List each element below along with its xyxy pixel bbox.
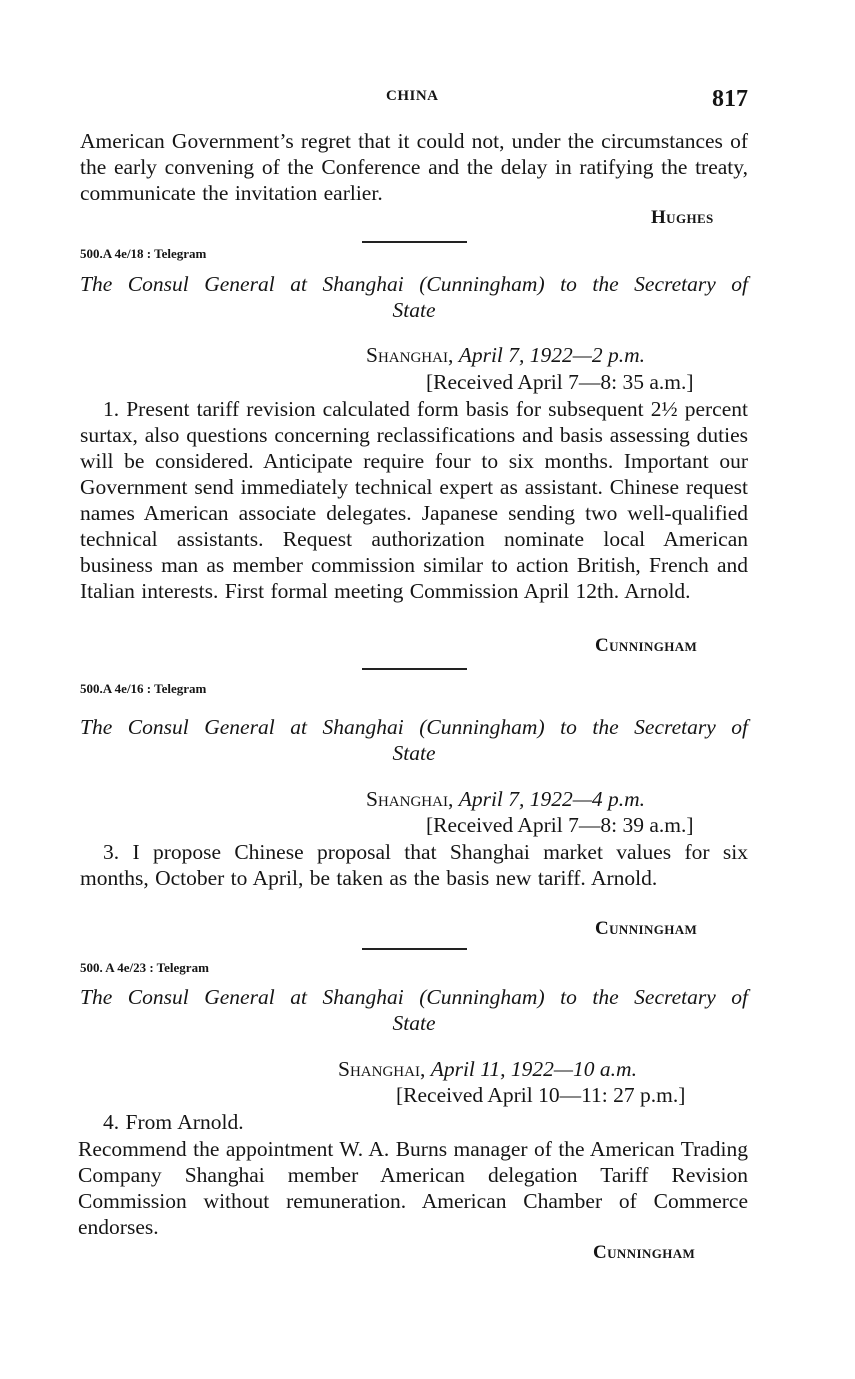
dateline — [366, 343, 645, 368]
running-head: CHINA — [386, 88, 439, 104]
section-divider — [362, 241, 467, 243]
file-reference: 500. A 4e/23 : Telegram — [80, 960, 209, 975]
received-note: [Received April 7—8: 39 a.m.] — [426, 813, 694, 837]
heading-line: State — [392, 1011, 436, 1035]
dateline — [366, 787, 645, 812]
telegram-heading — [80, 714, 748, 766]
dateline-date: April 7, 1922—2 p.m. — [458, 343, 646, 367]
signature-cunningham: Cunningham — [593, 1242, 696, 1263]
dateline — [338, 1057, 637, 1082]
file-reference: 500.A 4e/18 : Telegram — [80, 246, 207, 261]
received-note: [Received April 10—11: 27 p.m.] — [396, 1083, 686, 1107]
heading-line: State — [392, 298, 436, 322]
section-divider — [362, 948, 467, 950]
dateline-place: Shanghai, — [366, 787, 454, 811]
intro-paragraph: American Government’s regret that it could not, under the circumstances of the early convening of the Conference and the delay in ratifying the treaty, communicate the invitation earlier. — [80, 129, 748, 205]
heading-line: The Consul General at Shanghai (Cunningham) to the Secretary of — [80, 715, 748, 739]
telegram-body: 3. I propose Chinese proposal that Shanghai market values for six months, October to April, be taken as the basis new tariff. Arnold. — [80, 840, 748, 890]
telegram-body: Recommend the appointment W. A. Burns manager of the American Trading Company Shanghai member American delegation Tariff Revision Commission without remuneration. American Chamber of Commerce endorses. — [78, 1137, 748, 1239]
dateline-place: Shanghai, — [366, 343, 454, 367]
telegram-heading — [80, 984, 748, 1036]
signature-hughes: Hughes — [651, 207, 714, 228]
telegram-body: 1. Present tariff revision calculated form basis for subsequent 2½ percent surtax, also questions concerning reclassifications and basis assessing duties will be considered. Anticipate require four to six months. Important our Government send immediately technical expert as assistant. Chinese request names American associate delegates. Japanese sending two well-qualified technical assistants. Request authorization nominate local American business man as member commission similar to action British, French and Italian interests. First formal meeting Commission April 12th. Arnold. — [80, 397, 748, 603]
signature-cunningham: Cunningham — [595, 635, 698, 656]
signature-cunningham: Cunningham — [595, 918, 698, 939]
dateline-date: April 11, 1922—10 a.m. — [430, 1057, 637, 1081]
telegram-heading — [80, 271, 748, 323]
heading-line: State — [392, 741, 436, 765]
section-divider — [362, 668, 467, 670]
dateline-date: April 7, 1922—4 p.m. — [458, 787, 646, 811]
heading-line: The Consul General at Shanghai (Cunningham) to the Secretary of — [80, 272, 748, 296]
received-note: [Received April 7—8: 35 a.m.] — [426, 370, 694, 394]
telegram-body-line: 4. From Arnold. — [103, 1110, 244, 1134]
page-number: 817 — [712, 86, 748, 112]
heading-line: The Consul General at Shanghai (Cunningham) to the Secretary of — [80, 985, 748, 1009]
file-reference: 500.A 4e/16 : Telegram — [80, 681, 207, 696]
dateline-place: Shanghai, — [338, 1057, 426, 1081]
